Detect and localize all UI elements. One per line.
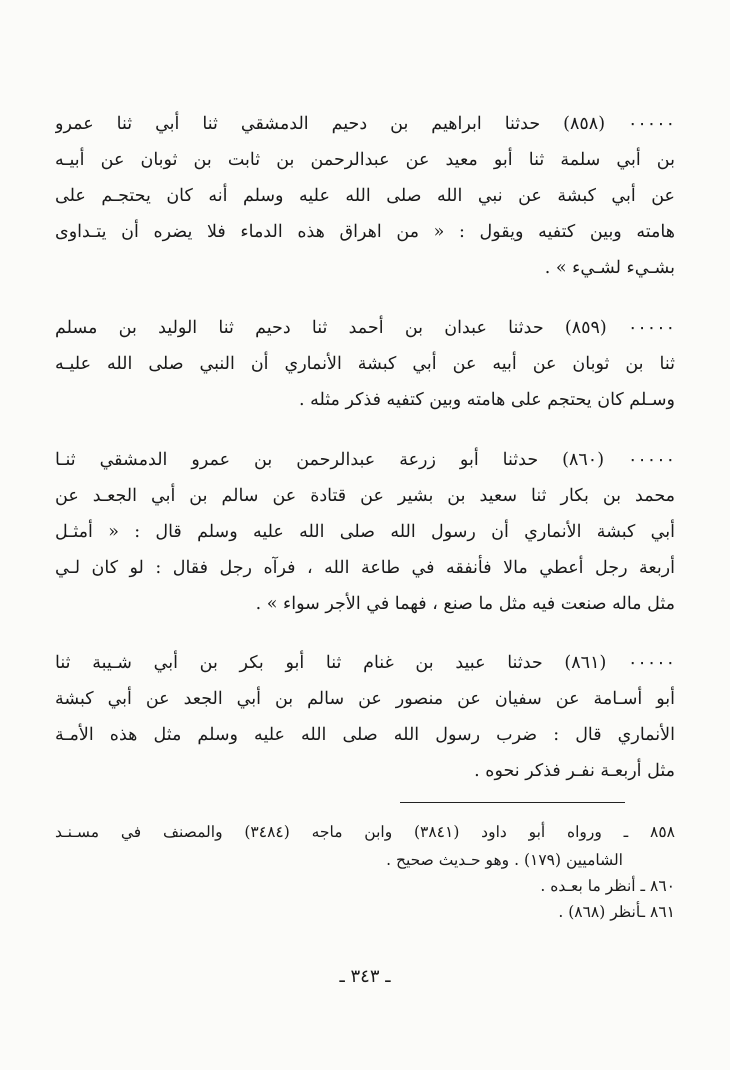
text-line: أبي كبشة الأنماري أن رسول الله صلى الله عليه وسلم قال : « أمثـل <box>55 522 675 542</box>
text-line: أربعة رجل أعطي مالا فأنفقه في طاعة الله ، فرآه رجل فقال : لو كان لـي <box>55 558 675 578</box>
text-line: أبو أسـامة عن سفيان عن منصور عن سالم بن أبي الجعد عن أبي كبشة <box>55 689 675 709</box>
text-line: ٠٠٠٠٠ (٨٦١) حدثنا عبيد بن غنام ثنا أبو بكر بن أبي شـيبة ثنا <box>55 653 675 673</box>
footnote-858-continued: الشاميين (١٧٩) . وهو حـديث صحيح . <box>386 851 623 869</box>
text-line: مثل أربعـة نفـر فذكر نحوه . <box>474 761 675 781</box>
footnote-separator <box>400 802 625 803</box>
footnote-860: ٨٦٠ ـ أنظر ما بعـده . <box>540 877 675 895</box>
text-line: بن أبي سلمة ثنا أبو معيد عن عبدالرحمن بن ثابت بن ثوبان عن أبيـه <box>55 150 675 170</box>
text-line: الأنماري قال : ضرب رسول الله صلى الله عليه وسلم مثل هذه الأمـة <box>55 725 675 745</box>
text-line: ٠٠٠٠٠ (٨٦٠) حدثنا أبو زرعة عبدالرحمن بن عمرو الدمشقي ثنـا <box>55 450 675 470</box>
text-line: ٠٠٠٠٠ (٨٥٩) حدثنا عبدان بن أحمد ثنا دحيم ثنا الوليد بن مسلم <box>55 318 675 338</box>
page-number: ـ ٣٤٣ ـ <box>339 966 391 987</box>
footnote-858: ٨٥٨ ـ ورواه أبو داود (٣٨٤١) وابن ماجه (٣٤٨٤) والمصنف في مسـنـد <box>55 823 675 841</box>
text-line: هامته وبين كتفيه ويقول : « من اهراق هذه الدماء فلا يضره أن يتـداوى <box>55 222 675 242</box>
text-line: مثل ماله صنعت فيه مثل ما صنع ، فهما في الأجر سواء » . <box>255 594 675 614</box>
text-line: ثنا بن ثوبان عن أبيه عن أبي كبشة الأنماري أن النبي صلى الله عليـه <box>55 354 675 374</box>
text-line: وسـلم كان يحتجم على هامته وبين كتفيه فذكر مثله . <box>298 390 675 410</box>
text-line: بشـيء لشـيء » . <box>544 258 675 278</box>
text-line: ٠٠٠٠٠ (٨٥٨) حدثنا ابراهيم بن دحيم الدمشقي ثنا أبي ثنا عمرو <box>55 114 675 134</box>
footnote-861: ٨٦١ ـأنظر (٨٦٨) . <box>558 903 675 921</box>
text-line: عن أبي كبشة عن نبي الله صلى الله عليه وسلم أنه كان يحتجـم على <box>55 186 675 206</box>
text-line: محمد بن بكار ثنا سعيد بن بشير عن قتادة عن سالم بن أبي الجعـد عن <box>55 486 675 506</box>
